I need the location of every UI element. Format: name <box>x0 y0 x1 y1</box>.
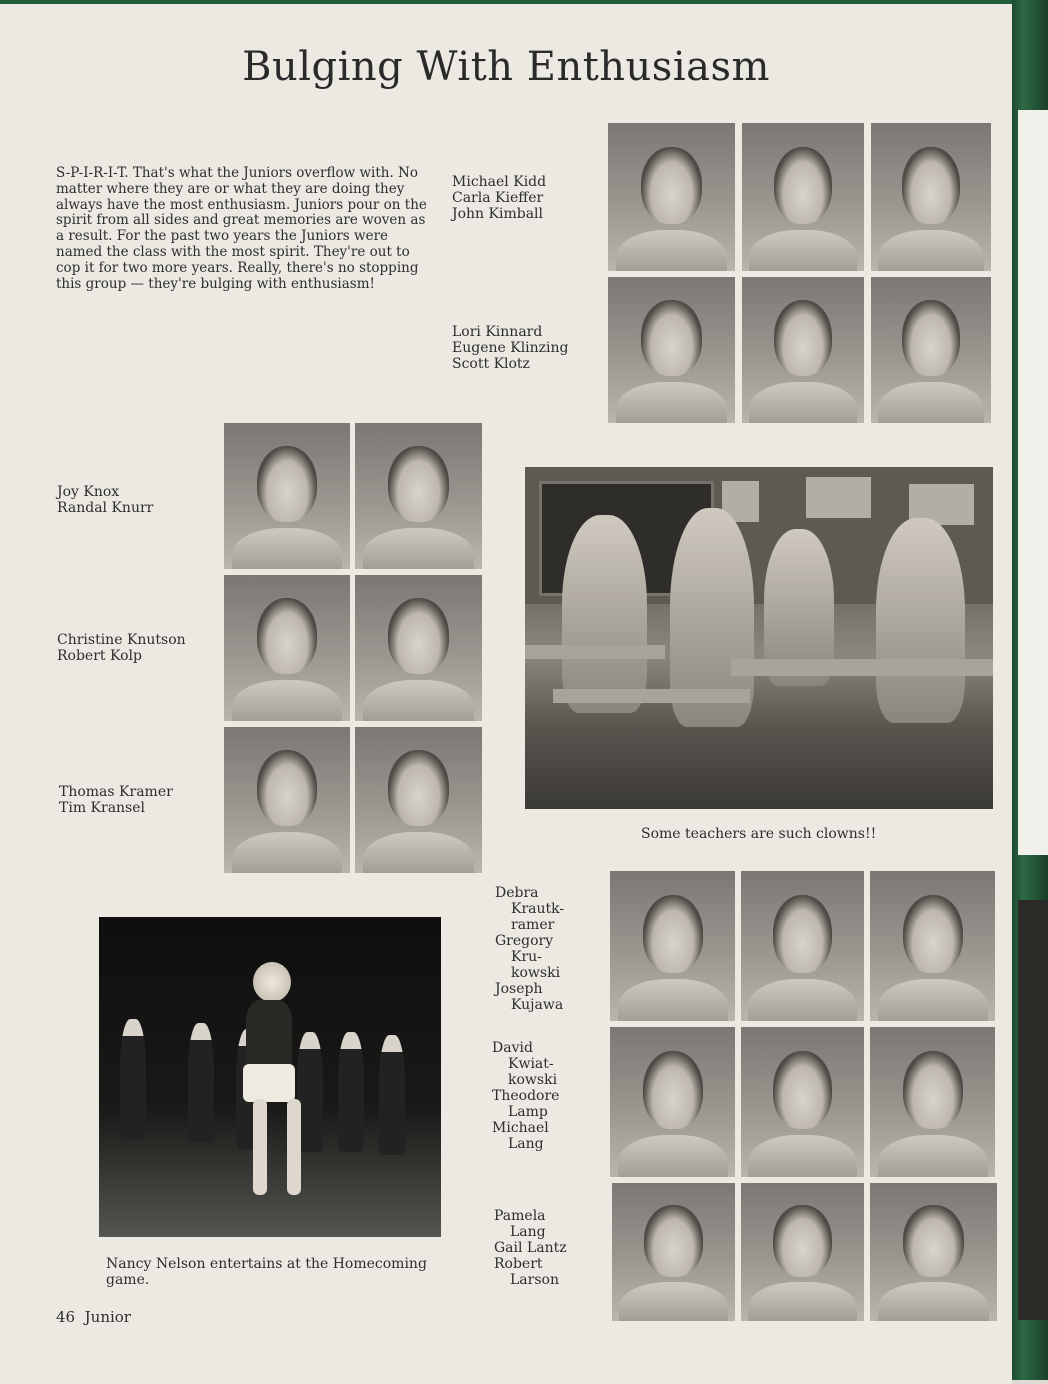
student-name: ramer <box>511 917 555 933</box>
page-title: Bulging With Enthusiasm <box>242 44 770 90</box>
student-name: Carla Kieffer <box>452 190 544 206</box>
student-name: Lang <box>508 1136 544 1152</box>
student-name: Tim Kransel <box>59 800 146 816</box>
student-name: Kru- <box>511 949 542 965</box>
names-group-4 <box>57 632 186 664</box>
portrait-photo <box>742 277 864 423</box>
names-group-1 <box>452 174 546 222</box>
student-name: Robert Kolp <box>57 648 142 664</box>
portrait-photo <box>608 123 735 271</box>
student-name: Kwiat- <box>508 1056 554 1072</box>
portrait-photo <box>224 727 350 873</box>
student-name: Joseph <box>495 981 543 997</box>
student-name: Lamp <box>508 1104 548 1120</box>
student-name: Kujawa <box>511 997 564 1013</box>
student-name: kowski <box>508 1072 558 1088</box>
portrait-photo <box>610 871 735 1021</box>
student-name: Larson <box>510 1272 559 1288</box>
intro-paragraph: S-P-I-R-I-T. That's what the Juniors overflow with. No matter where they are or what they are doing they always have the most enthusiasm. Juniors pour on the spirit from all sides and great memories are woven as a result. For the past two years the Juniors were named the class with the most spirit. They're out to cop it for two more years. Really, there's no stopping this group — they're bulging with enthusiasm! <box>56 165 427 292</box>
student-name: Robert <box>494 1256 543 1272</box>
student-name: David <box>492 1040 533 1056</box>
student-name: Debra <box>495 885 539 901</box>
portrait-photo <box>224 575 350 721</box>
names-group-3 <box>57 484 153 516</box>
student-name: Eugene Klinzing <box>452 340 569 356</box>
next-page-edge <box>1018 110 1048 855</box>
student-name: kowski <box>511 965 561 981</box>
student-name: John Kimball <box>452 206 543 222</box>
portrait-photo <box>355 575 482 721</box>
classroom-caption: Some teachers are such clowns!! <box>641 826 877 842</box>
student-name: Lori Kinnard <box>452 324 543 340</box>
homecoming-caption: Nancy Nelson entertains at the Homecoming game. <box>106 1256 427 1288</box>
next-page-edge-lower <box>1018 900 1048 1320</box>
student-name: Randal Knurr <box>57 500 154 516</box>
portrait-photo <box>871 277 991 423</box>
portrait-photo <box>870 871 995 1021</box>
portrait-photo <box>355 423 482 569</box>
student-name: Theodore <box>492 1088 560 1104</box>
portrait-photo <box>224 423 350 569</box>
portrait-photo <box>355 727 482 873</box>
section-label: Junior <box>84 1308 131 1326</box>
student-name: Gregory <box>495 933 554 949</box>
portrait-photo <box>870 1183 997 1321</box>
student-name: Michael <box>492 1120 549 1136</box>
student-name: Scott Klotz <box>452 356 530 372</box>
names-group-6 <box>495 885 564 1013</box>
portrait-photo <box>610 1027 735 1177</box>
portrait-photo <box>742 123 864 271</box>
student-name: Lang <box>510 1224 546 1240</box>
names-group-8 <box>494 1208 567 1288</box>
classroom-photo <box>525 467 993 809</box>
student-name: Gail Lantz <box>494 1240 567 1256</box>
student-name: Pamela <box>494 1208 546 1224</box>
portrait-photo <box>741 1027 864 1177</box>
portrait-photo <box>612 1183 735 1321</box>
page-footer <box>56 1308 131 1326</box>
student-name: Thomas Kramer <box>59 784 173 800</box>
portrait-photo <box>870 1027 995 1177</box>
student-name: Christine Knutson <box>57 632 186 648</box>
student-name: Michael Kidd <box>452 174 547 190</box>
student-name: Krautk- <box>511 901 565 917</box>
portrait-photo <box>608 277 735 423</box>
page-number: 46 <box>56 1308 76 1326</box>
names-group-5 <box>59 784 173 816</box>
names-group-7 <box>492 1040 559 1152</box>
portrait-photo <box>871 123 991 271</box>
homecoming-photo <box>99 917 441 1237</box>
portrait-photo <box>741 1183 864 1321</box>
student-name: Joy Knox <box>57 484 120 500</box>
portrait-photo <box>741 871 864 1021</box>
names-group-2 <box>452 324 569 372</box>
